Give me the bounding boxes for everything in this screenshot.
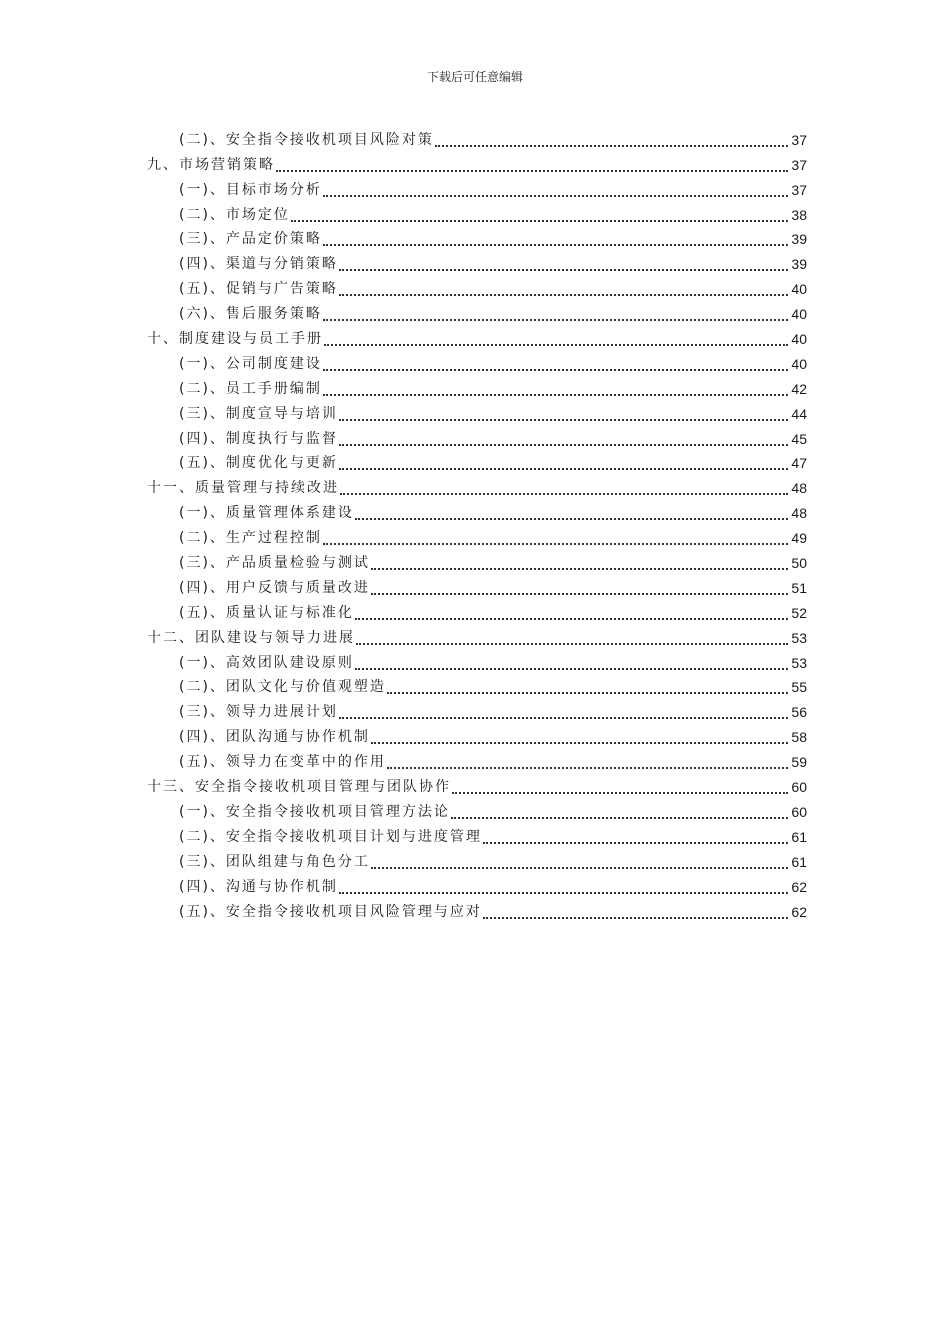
toc-entry-title: (五)、制度优化与更新 [179,455,338,472]
toc-dot-leader [339,405,788,421]
toc-page-number: 53 [791,654,807,671]
toc-entry-title: (五)、领导力在变革中的作用 [179,754,386,771]
toc-page-number: 40 [791,331,807,348]
toc-chapter-entry[interactable] [147,473,807,498]
toc-page-number: 37 [791,181,807,198]
toc-dot-leader [371,853,788,869]
toc-entry-title: (一)、公司制度建设 [179,355,322,372]
toc-dot-leader [355,604,788,620]
toc-section-entry[interactable] [147,399,807,424]
toc-page-number: 61 [791,853,807,870]
toc-chapter-entry[interactable] [147,772,807,797]
toc-dot-leader [371,728,788,744]
toc-chapter-entry[interactable] [147,324,807,349]
toc-section-entry[interactable] [147,673,807,698]
toc-section-entry[interactable] [147,897,807,922]
toc-page-number: 55 [791,679,807,696]
toc-section-entry[interactable] [147,872,807,897]
toc-page-number: 45 [791,430,807,447]
toc-dot-leader [435,131,788,147]
toc-page-number: 60 [791,779,807,796]
toc-dot-leader [291,206,788,222]
toc-section-entry[interactable] [147,747,807,772]
toc-page-number: 52 [791,604,807,621]
toc-entry-title: (四)、渠道与分销策略 [179,256,338,273]
toc-page-number: 61 [791,828,807,845]
toc-page-number: 37 [791,131,807,148]
toc-section-entry[interactable] [147,797,807,822]
toc-dot-leader [483,828,788,844]
toc-page-number: 60 [791,803,807,820]
toc-page-number: 42 [791,380,807,397]
toc-page-number: 53 [791,629,807,646]
toc-dot-leader [323,529,788,545]
toc-page-number: 51 [791,579,807,596]
toc-entry-title: 十、制度建设与员工手册 [147,331,323,348]
toc-section-entry[interactable] [147,648,807,673]
toc-entry-title: (二)、安全指令接收机项目计划与进度管理 [179,828,482,845]
toc-dot-leader [339,430,788,446]
toc-page-number: 44 [791,405,807,422]
toc-section-entry[interactable] [147,722,807,747]
toc-section-entry[interactable] [147,175,807,200]
toc-page-number: 37 [791,156,807,173]
toc-entry-title: (四)、团队沟通与协作机制 [179,729,370,746]
toc-dot-leader [339,878,788,894]
toc-entry-title: (二)、团队文化与价值观塑造 [179,679,386,696]
toc-dot-leader [323,380,788,396]
toc-page-number: 48 [791,505,807,522]
toc-entry-title: (二)、生产过程控制 [179,530,322,547]
toc-section-entry[interactable] [147,498,807,523]
toc-page-number: 50 [791,555,807,572]
toc-page-number: 62 [791,903,807,920]
toc-entry-title: 十三、安全指令接收机项目管理与团队协作 [147,779,451,796]
toc-entry-title: (一)、安全指令接收机项目管理方法论 [179,803,450,820]
toc-page-number: 47 [791,455,807,472]
toc-page-number: 58 [791,729,807,746]
toc-page-number: 59 [791,754,807,771]
toc-dot-leader [323,305,788,321]
toc-page-number: 39 [791,231,807,248]
toc-dot-leader [339,280,788,296]
toc-dot-leader [339,703,788,719]
toc-dot-leader [356,629,788,645]
toc-entry-title: (五)、安全指令接收机项目风险管理与应对 [179,903,482,920]
toc-section-entry[interactable] [147,847,807,872]
toc-entry-title: (二)、员工手册编制 [179,380,322,397]
toc-entry-title: (五)、促销与广告策略 [179,281,338,298]
toc-dot-leader [355,654,788,670]
toc-page-number: 40 [791,306,807,323]
toc-section-entry[interactable] [147,449,807,474]
toc-entry-title: (三)、团队组建与角色分工 [179,853,370,870]
toc-entry-title: (五)、质量认证与标准化 [179,604,354,621]
toc-section-entry[interactable] [147,125,807,150]
toc-dot-leader [371,554,788,570]
toc-entry-title: (三)、产品定价策略 [179,231,322,248]
toc-entry-title: (四)、制度执行与监督 [179,430,338,447]
toc-entry-title: (一)、质量管理体系建设 [179,505,354,522]
toc-section-entry[interactable] [147,374,807,399]
toc-section-entry[interactable] [147,523,807,548]
toc-entry-title: 十二、团队建设与领导力进展 [147,629,355,646]
toc-dot-leader [339,454,788,470]
toc-page-number: 40 [791,355,807,372]
toc-dot-leader [387,753,788,769]
toc-page-number: 38 [791,206,807,223]
toc-dot-leader [340,479,788,495]
toc-entry-title: (一)、高效团队建设原则 [179,654,354,671]
table-of-contents [147,125,807,922]
toc-section-entry[interactable] [147,225,807,250]
page-header-note: 下载后可任意编辑 [426,70,523,84]
toc-page-number: 62 [791,878,807,895]
toc-dot-leader [483,903,788,919]
toc-entry-title: (二)、安全指令接收机项目风险对策 [179,131,434,148]
toc-entry-title: (三)、产品质量检验与测试 [179,555,370,572]
toc-dot-leader [452,778,788,794]
toc-entry-title: 十一、质量管理与持续改进 [147,480,339,497]
toc-dot-leader [276,156,788,172]
toc-section-entry[interactable] [147,200,807,225]
toc-section-entry[interactable] [147,573,807,598]
toc-page-number: 48 [791,480,807,497]
toc-dot-leader [339,255,788,271]
toc-dot-leader [355,504,788,520]
toc-dot-leader [387,678,788,694]
toc-entry-title: (一)、目标市场分析 [179,181,322,198]
toc-section-entry[interactable] [147,299,807,324]
toc-page-number: 56 [791,704,807,721]
toc-dot-leader [451,803,788,819]
toc-dot-leader [323,230,788,246]
toc-entry-title: (四)、用户反馈与质量改进 [179,579,370,596]
toc-dot-leader [324,330,788,346]
toc-section-entry[interactable] [147,822,807,847]
toc-section-entry[interactable] [147,697,807,722]
toc-entry-title: (四)、沟通与协作机制 [179,878,338,895]
toc-entry-title: 九、市场营销策略 [147,156,275,173]
toc-section-entry[interactable] [147,548,807,573]
toc-section-entry[interactable] [147,424,807,449]
toc-section-entry[interactable] [147,598,807,623]
toc-section-entry[interactable] [147,349,807,374]
toc-dot-leader [371,579,788,595]
toc-page-number: 39 [791,256,807,273]
toc-section-entry[interactable] [147,249,807,274]
toc-chapter-entry[interactable] [147,623,807,648]
toc-page-number: 40 [791,281,807,298]
toc-entry-title: (六)、售后服务策略 [179,306,322,323]
toc-entry-title: (三)、制度宣导与培训 [179,405,338,422]
toc-entry-title: (二)、市场定位 [179,206,290,223]
toc-chapter-entry[interactable] [147,150,807,175]
toc-dot-leader [323,181,788,197]
toc-dot-leader [323,355,788,371]
toc-entry-title: (三)、领导力进展计划 [179,704,338,721]
toc-section-entry[interactable] [147,274,807,299]
toc-page-number: 49 [791,530,807,547]
